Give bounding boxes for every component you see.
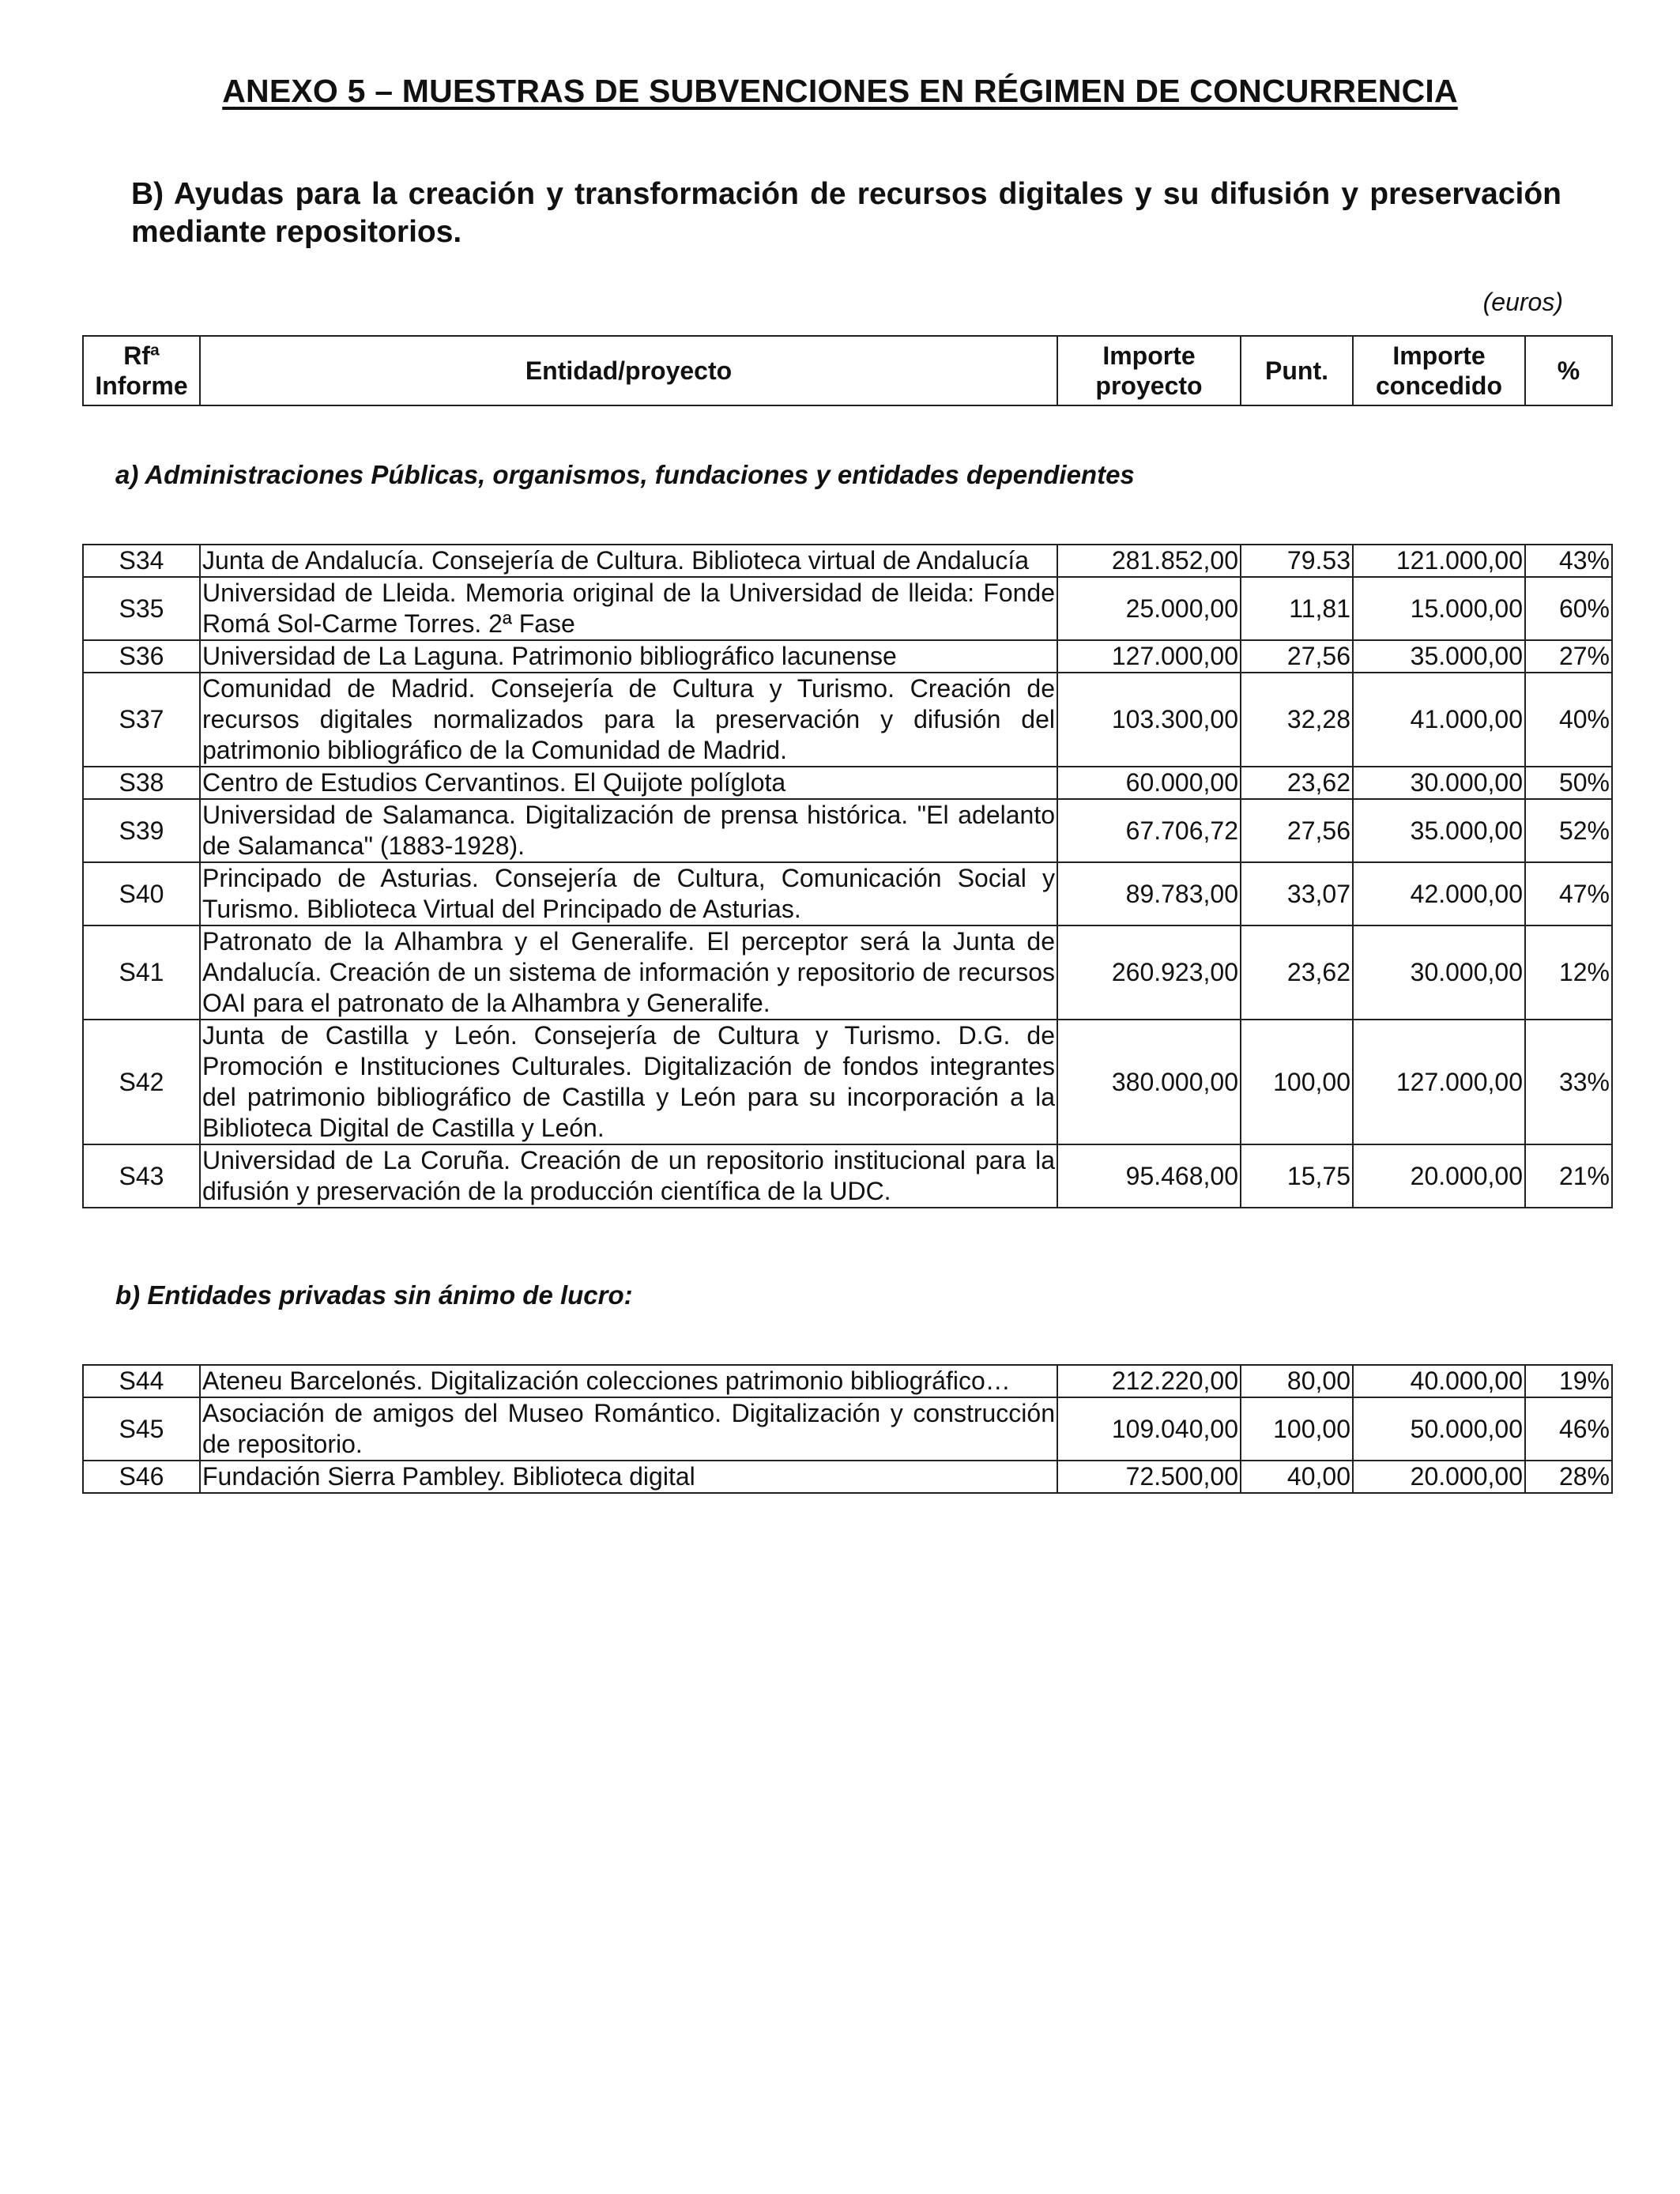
cell-score: 79.53 — [1241, 545, 1353, 577]
cell-amount: 281.852,00 — [1057, 545, 1241, 577]
table-row — [83, 1461, 1612, 1493]
cell-percent: 46% — [1525, 1397, 1612, 1461]
table-row — [83, 545, 1612, 577]
cell-entity: Comunidad de Madrid. Consejería de Cultura y Turismo. Creación de recursos digitales normalizados para la preservación y difusión del patrimonio bibliográfico de la Comunidad de Madrid. — [200, 673, 1057, 767]
cell-granted: 40.000,00 — [1353, 1365, 1525, 1397]
cell-amount: 127.000,00 — [1057, 640, 1241, 673]
cell-entity: Patronato de la Alhambra y el Generalife. El perceptor será la Junta de Andalucía. Creación de un sistema de información y repositorio de recursos OAI para el patronato de la Alhambra y Generalife. — [200, 925, 1057, 1020]
cell-percent: 19% — [1525, 1365, 1612, 1397]
cell-entity: Principado de Asturias. Consejería de Cultura, Comunicación Social y Turismo. Biblioteca Virtual del Principado de Asturias. — [200, 862, 1057, 925]
cell-amount: 109.040,00 — [1057, 1397, 1241, 1461]
cell-score: 40,00 — [1241, 1461, 1353, 1493]
cell-percent: 33% — [1525, 1020, 1612, 1144]
cell-granted: 35.000,00 — [1353, 799, 1525, 862]
cell-entity: Centro de Estudios Cervantinos. El Quijote políglota — [200, 767, 1057, 799]
table-section-a — [82, 544, 1613, 1208]
table-row — [83, 1144, 1612, 1208]
cell-score: 11,81 — [1241, 577, 1353, 640]
table-row — [83, 862, 1612, 925]
cell-amount: 380.000,00 — [1057, 1020, 1241, 1144]
cell-percent: 12% — [1525, 925, 1612, 1020]
cell-granted: 41.000,00 — [1353, 673, 1525, 767]
cell-percent: 60% — [1525, 577, 1612, 640]
cell-granted: 35.000,00 — [1353, 640, 1525, 673]
cell-amount: 60.000,00 — [1057, 767, 1241, 799]
cell-ref: S42 — [83, 1020, 200, 1144]
table-row — [83, 767, 1612, 799]
header-ref: Rfª Informe — [83, 336, 200, 405]
table-row — [83, 673, 1612, 767]
cell-score: 15,75 — [1241, 1144, 1353, 1208]
section-b-heading: b) Entidades privadas sin ánimo de lucro: — [115, 1280, 633, 1310]
cell-granted: 50.000,00 — [1353, 1397, 1525, 1461]
currency-unit: (euros) — [1482, 288, 1563, 316]
table-row — [83, 799, 1612, 862]
header-entity: Entidad/proyecto — [200, 336, 1057, 405]
cell-granted: 20.000,00 — [1353, 1461, 1525, 1493]
cell-ref: S37 — [83, 673, 200, 767]
cell-granted: 42.000,00 — [1353, 862, 1525, 925]
cell-ref: S43 — [83, 1144, 200, 1208]
cell-score: 32,28 — [1241, 673, 1353, 767]
cell-percent: 27% — [1525, 640, 1612, 673]
cell-score: 23,62 — [1241, 925, 1353, 1020]
cell-ref: S45 — [83, 1397, 200, 1461]
cell-ref: S36 — [83, 640, 200, 673]
cell-amount: 260.923,00 — [1057, 925, 1241, 1020]
section-a-heading: a) Administraciones Públicas, organismos, fundaciones y entidades dependientes — [115, 460, 1135, 489]
table-row — [83, 1397, 1612, 1461]
table-row — [83, 577, 1612, 640]
section-subtitle: B) Ayudas para la creación y transformación de recursos digitales y su difusión y preservación mediante repositorios. — [131, 177, 1561, 249]
table-row — [83, 1020, 1612, 1144]
cell-granted: 30.000,00 — [1353, 925, 1525, 1020]
cell-amount: 72.500,00 — [1057, 1461, 1241, 1493]
cell-granted: 121.000,00 — [1353, 545, 1525, 577]
cell-ref: S44 — [83, 1365, 200, 1397]
cell-percent: 52% — [1525, 799, 1612, 862]
table-row — [83, 925, 1612, 1020]
table-header — [82, 335, 1613, 406]
cell-score: 27,56 — [1241, 799, 1353, 862]
header-granted: Importe concedido — [1353, 336, 1525, 405]
cell-percent: 28% — [1525, 1461, 1612, 1493]
cell-percent: 50% — [1525, 767, 1612, 799]
cell-score: 80,00 — [1241, 1365, 1353, 1397]
cell-granted: 15.000,00 — [1353, 577, 1525, 640]
table-row — [83, 1365, 1612, 1397]
cell-amount: 25.000,00 — [1057, 577, 1241, 640]
cell-ref: S41 — [83, 925, 200, 1020]
cell-amount: 89.783,00 — [1057, 862, 1241, 925]
cell-score: 100,00 — [1241, 1020, 1353, 1144]
cell-entity: Universidad de Salamanca. Digitalización de prensa histórica. "El adelanto de Salamanca" (1883-1928). — [200, 799, 1057, 862]
cell-entity: Universidad de Lleida. Memoria original de la Universidad de lleida: Fonde Romá Sol-Carme Torres. 2ª Fase — [200, 577, 1057, 640]
cell-amount: 103.300,00 — [1057, 673, 1241, 767]
cell-ref: S35 — [83, 577, 200, 640]
cell-score: 27,56 — [1241, 640, 1353, 673]
cell-amount: 212.220,00 — [1057, 1365, 1241, 1397]
cell-score: 33,07 — [1241, 862, 1353, 925]
cell-percent: 21% — [1525, 1144, 1612, 1208]
cell-percent: 47% — [1525, 862, 1612, 925]
cell-amount: 95.468,00 — [1057, 1144, 1241, 1208]
cell-granted: 20.000,00 — [1353, 1144, 1525, 1208]
page-title: ANEXO 5 – MUESTRAS DE SUBVENCIONES EN RÉGIMEN DE CONCURRENCIA — [222, 73, 1458, 109]
header-amount: Importe proyecto — [1057, 336, 1241, 405]
cell-entity: Asociación de amigos del Museo Romántico. Digitalización y construcción de repositorio. — [200, 1397, 1057, 1461]
cell-score: 100,00 — [1241, 1397, 1353, 1461]
cell-entity: Universidad de La Coruña. Creación de un repositorio institucional para la difusión y preservación de la producción científica de la UDC. — [200, 1144, 1057, 1208]
cell-entity: Ateneu Barcelonés. Digitalización colecciones patrimonio bibliográfico… — [200, 1365, 1057, 1397]
cell-score: 23,62 — [1241, 767, 1353, 799]
cell-granted: 30.000,00 — [1353, 767, 1525, 799]
cell-ref: S46 — [83, 1461, 200, 1493]
cell-entity: Fundación Sierra Pambley. Biblioteca digital — [200, 1461, 1057, 1493]
table-row — [83, 640, 1612, 673]
table-section-b — [82, 1364, 1613, 1494]
cell-percent: 43% — [1525, 545, 1612, 577]
cell-entity: Junta de Andalucía. Consejería de Cultura. Biblioteca virtual de Andalucía — [200, 545, 1057, 577]
cell-ref: S39 — [83, 799, 200, 862]
cell-percent: 40% — [1525, 673, 1612, 767]
cell-amount: 67.706,72 — [1057, 799, 1241, 862]
cell-ref: S34 — [83, 545, 200, 577]
cell-granted: 127.000,00 — [1353, 1020, 1525, 1144]
cell-entity: Universidad de La Laguna. Patrimonio bibliográfico lacunense — [200, 640, 1057, 673]
header-score: Punt. — [1241, 336, 1353, 405]
cell-entity: Junta de Castilla y León. Consejería de Cultura y Turismo. D.G. de Promoción e Instituciones Culturales. Digitalización de fondos integrantes del patrimonio bibliográfico de Castilla y León para su incorporación a la Biblioteca Digital de Castilla y León. — [200, 1020, 1057, 1144]
cell-ref: S38 — [83, 767, 200, 799]
header-percent: % — [1525, 336, 1612, 405]
cell-ref: S40 — [83, 862, 200, 925]
